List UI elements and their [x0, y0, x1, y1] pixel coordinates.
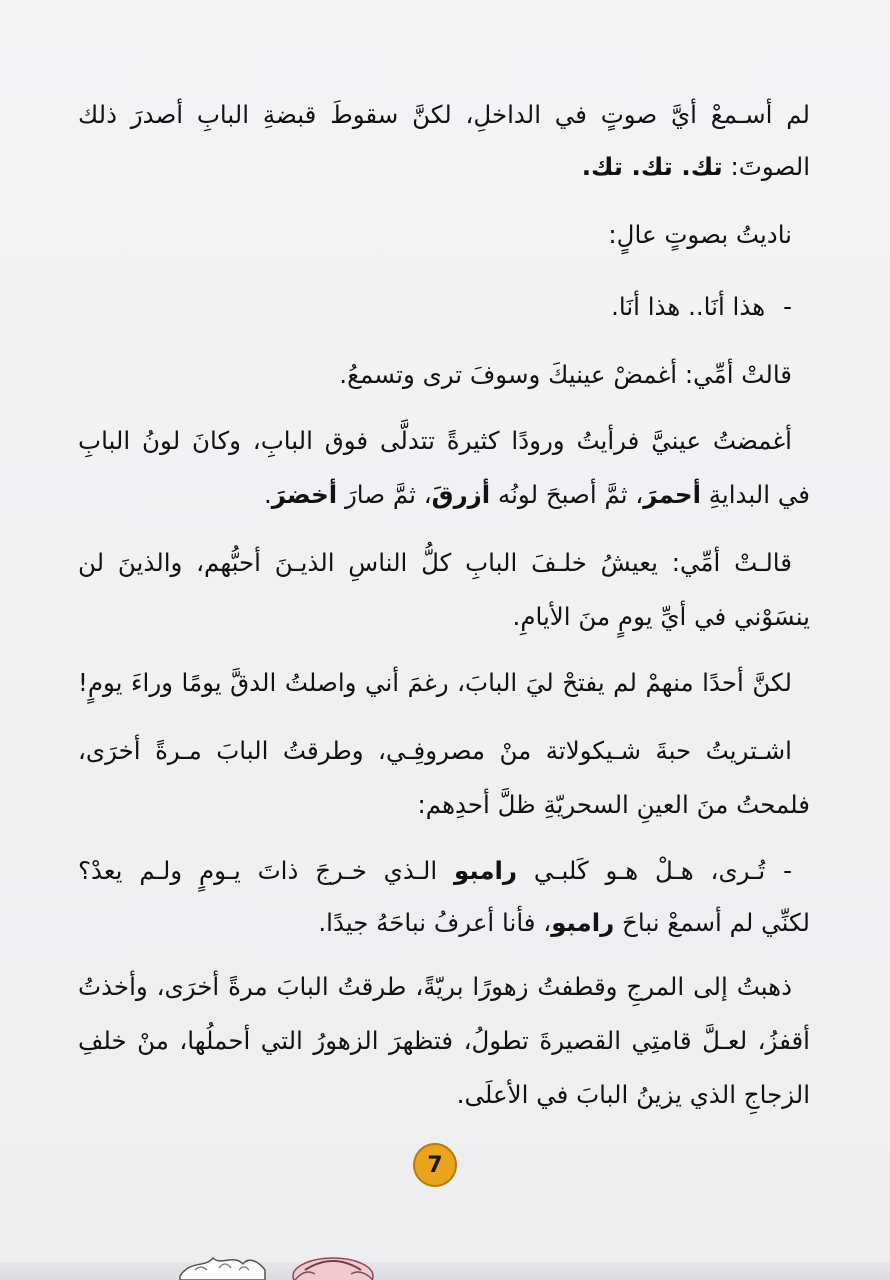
text-segment: .: [263, 480, 272, 509]
next-page-illustration-peek: [175, 1246, 415, 1280]
text-segment: لكنِّي لم أسمعْ نباحَ: [614, 908, 810, 937]
color-word-red: أحمرَ: [643, 480, 701, 509]
page-number-badge: [413, 1143, 457, 1187]
paragraph-1-text: الصوتَ:: [722, 152, 810, 181]
color-word-blue: أزرقَ: [431, 480, 491, 509]
paragraph-6-line-2: ينسَوْني في أيِّ يومٍ منَ الأيامِ.: [512, 602, 810, 631]
paragraph-10-line-3: الزجاجِ الذي يزينُ البابَ في الأعلَى.: [456, 1080, 810, 1109]
dialogue-2-line-1: [78, 854, 792, 888]
page-bottom-edge: [0, 1262, 890, 1280]
dialogue-line-1: [611, 290, 792, 324]
sound-effect-text: تك. تك. تك.: [581, 152, 723, 181]
text-segment: تُـرى، هـلْ هـو كَلبـي: [517, 856, 766, 885]
paragraph-7: لكنَّ أحدًا منهمْ لم يفتحْ ليَ البابَ، رغمَ أني واصلتُ الدقَّ يومًا وراءَ يومٍ!: [78, 668, 792, 697]
dialogue-text: هذا أنَا.. هذا أنَا.: [611, 292, 766, 321]
text-segment: الـذي خـرجَ ذاتَ يـومٍ ولـم يعدْ؟: [78, 856, 454, 885]
text-segment: ، ثمَّ أصبحَ لونُه: [490, 480, 644, 509]
dog-name-rambo: رامبو: [551, 908, 615, 937]
paragraph-2: ناديتُ بصوتٍ عالٍ:: [608, 220, 792, 249]
dog-name-rambo: رامبو: [454, 856, 518, 885]
paragraph-5-line-2: [264, 478, 810, 512]
paragraph-8-line-2: فلمحتُ منَ العينِ السحريّةِ ظلَّ أحدِهم:: [417, 790, 810, 819]
paragraph-8-line-1: اشـتريتُ حبةَ شـيكولاتة منْ مصروفِـي، وطرقتُ البابَ مـرةً أخرَى،: [78, 736, 792, 765]
dialogue-2-line-2: [318, 906, 810, 940]
paragraph-4: قالتْ أمِّي: أغمضْ عينيكَ وسوفَ ترى وتسمعُ.: [339, 360, 792, 389]
text-segment: ، فأنا أعرفُ نباحَهُ جيدًا.: [318, 908, 552, 937]
paragraph-10-line-1: ذهبتُ إلى المرجِ وقطفتُ زهورًا بريّةً، طرقتُ البابَ مرةً أخرَى، وأخذتُ: [78, 972, 792, 1001]
text-segment: في البدايةِ: [701, 480, 810, 509]
dialogue-dash: -: [783, 292, 792, 321]
paragraph-10-line-2: أقفزُ، لعـلَّ قامتِي القصيرةَ تطولُ، فتظهرَ الزهورُ التي أحملُها، منْ خلفِ: [78, 1026, 810, 1055]
paragraph-1-line-2: [582, 150, 810, 184]
dialogue-dash: -: [783, 856, 792, 885]
paragraph-6-line-1: قالـتْ أمِّي: يعيشُ خلـفَ البابِ كلُّ الناسِ الذيـنَ أحبُّهم، والذينَ لن: [78, 548, 792, 577]
paragraph-1-line-1: لم أسـمعْ أيَّ صوتٍ في الداخلِ، لكنَّ سقوطَ قبضةِ البابِ أصدرَ ذلك: [78, 100, 810, 129]
page-number: 7: [427, 1152, 443, 1178]
text-segment: ، ثمَّ صارَ: [337, 480, 432, 509]
color-word-green: أخضرَ: [271, 480, 338, 509]
paragraph-5-line-1: أغمضتُ عينيَّ فرأيتُ ورودًا كثيرةً تتدلَّى فوق البابِ، وكانَ لونُ البابِ: [78, 426, 792, 455]
